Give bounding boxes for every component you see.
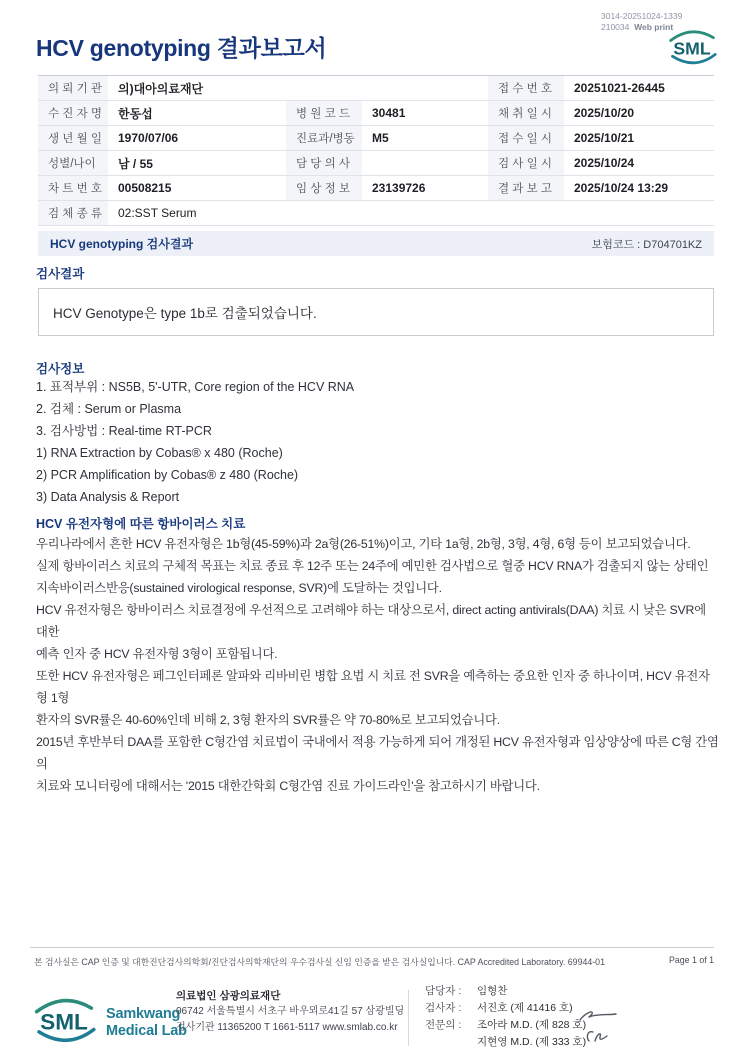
value-result-report: 2025/10/24 13:29 xyxy=(564,176,714,201)
value-hospital-code: 30481 xyxy=(362,101,488,126)
label-department: 진료과/병동 xyxy=(286,126,362,151)
label-birth-date: 생 년 월 일 xyxy=(38,126,108,151)
treatment-paragraph xyxy=(36,533,720,797)
staff-tester-row: 검사자 : 서진호 (제 41416 호) xyxy=(425,1002,573,1014)
certification-text: 본 검사실은 CAP 인증 및 대한진단검사의학회/진단검사의학재단의 우수검사실 신임 인증을 받은 검사실입니다. CAP Accredited Laboratory. 69944-01 xyxy=(34,957,605,967)
treatment-line: 예측 인자 중 HCV 유전자형 3형이 포함됩니다. xyxy=(36,647,278,661)
label-specimen-type: 검 체 종 류 xyxy=(38,201,108,226)
label-requesting-org: 의 뢰 기 관 xyxy=(38,76,108,101)
value-birth-date: 1970/07/06 xyxy=(108,126,286,151)
label-test-date: 검 사 일 시 xyxy=(488,151,564,176)
label-clinical-info: 임 상 정 보 xyxy=(286,176,362,201)
test-info-heading: 검사정보 xyxy=(36,362,85,376)
result-box xyxy=(38,288,714,336)
staff-manager-row: 담당자 : 임형찬 xyxy=(425,985,508,997)
label-patient-name: 수 진 자 명 xyxy=(38,101,108,126)
test-info-line: 2. 검체 : Serum or Plasma xyxy=(36,402,182,416)
value-collection-date: 2025/10/20 xyxy=(564,101,714,126)
doctor1-signature-icon xyxy=(578,1008,618,1029)
value-department: M5 xyxy=(362,126,488,151)
treatment-line: 지속바이러스반응(sustained virological response, SVR)에 도달하는 것입니다. xyxy=(36,581,442,595)
label-collection-date: 채 취 일 시 xyxy=(488,101,564,126)
insurance-code: 보험코드 : D704701KZ xyxy=(591,238,702,251)
treatment-line: 우리나라에서 흔한 HCV 유전자형은 1b형(45-59%)과 2a형(26-51%)이고, 기타 1a형, 2b형, 3형, 4형, 6형 등이 보고되었습니다. xyxy=(36,537,691,551)
footer-logo xyxy=(30,995,187,1050)
table-row xyxy=(38,176,714,201)
label-sex-age: 성별/나이 xyxy=(38,151,108,176)
web-print-label: Web print xyxy=(634,22,674,32)
footer-divider xyxy=(30,947,714,948)
organization-name: 의료법인 삼광의료재단 xyxy=(176,990,281,1002)
print-info-line1: 3014-20251024-1339 xyxy=(601,11,683,21)
value-receipt-no: 20251021-26445 xyxy=(564,76,714,101)
value-sex-age: 남 / 55 xyxy=(108,151,286,176)
value-doctor xyxy=(362,151,488,176)
result-text: HCV Genotype은 type 1b로 검출되었습니다. xyxy=(53,306,317,321)
treatment-heading: HCV 유전자형에 따른 항바이러스 치료 xyxy=(36,517,246,531)
test-info-line: 3. 검사방법 : Real-time RT-PCR xyxy=(36,424,212,438)
value-specimen-type: 02:SST Serum xyxy=(108,201,714,226)
treatment-line: HCV 유전자형은 항바이러스 치료결정에 우선적으로 고려해야 하는 대상으로서, direct acting antivirals(DAA) 치료 시 낮은 SVR에 대한 xyxy=(36,603,706,639)
treatment-line: 치료와 모니터링에 대해서는 '2015 대한간학회 C형간염 진료 가이드라인'을 참고하시기 바랍니다. xyxy=(36,779,540,793)
footer-vertical-divider xyxy=(408,990,409,1046)
print-info-line2: 210034 Web print xyxy=(601,22,674,32)
test-info-line: 3) Data Analysis & Report xyxy=(36,490,180,504)
staff-doctor1-row: 전문의 : 조아라 M.D. (제 828 호) xyxy=(425,1019,587,1031)
label-chart-no: 차 트 번 호 xyxy=(38,176,108,201)
value-clinical-info: 23139726 xyxy=(362,176,488,201)
doctor2-signature-icon xyxy=(585,1028,611,1051)
page-number: Page 1 of 1 xyxy=(669,955,714,965)
label-doctor: 담 당 의 사 xyxy=(286,151,362,176)
section-bar xyxy=(38,231,714,256)
label-result-report: 결 과 보 고 xyxy=(488,176,564,201)
treatment-line: 실제 항바이러스 치료의 구체적 목표는 치료 종료 후 12주 또는 24주에 예민한 검사법으로 혈중 HCV RNA가 검출되지 않는 상태인 xyxy=(36,559,709,573)
patient-info-table xyxy=(38,75,714,226)
result-heading: 검사결과 xyxy=(36,267,85,281)
lab-name: Samkwang Medical Lab xyxy=(106,1005,187,1039)
page-title: HCV genotyping 결과보고서 xyxy=(36,35,327,61)
value-chart-no: 00508215 xyxy=(108,176,286,201)
table-row xyxy=(38,151,714,176)
certification-line xyxy=(34,955,714,968)
test-info-lines xyxy=(36,376,716,508)
table-row xyxy=(38,101,714,126)
section-bar-title: HCV genotyping 검사결과 xyxy=(50,237,194,251)
organization-block xyxy=(176,988,404,1036)
treatment-line: 2015년 후반부터 DAA를 포함한 C형간염 치료법이 국내에서 적용 가능하게 되어 개정된 HCV 유전자형과 임상양상에 따른 C형 간염의 xyxy=(36,735,719,771)
value-patient-name: 한동섭 xyxy=(108,101,286,126)
label-receipt-date: 접 수 일 시 xyxy=(488,126,564,151)
label-receipt-no: 접 수 번 호 xyxy=(488,76,564,101)
staff-doctor2-row: 지현영 M.D. (제 333 호) xyxy=(477,1036,587,1048)
test-info-line: 2) PCR Amplification by Cobas® z 480 (Roche) xyxy=(36,468,299,482)
svg-text:SML: SML xyxy=(673,38,711,59)
test-info-line: 1. 표적부위 : NS5B, 5'-UTR, Core region of the HCV RNA xyxy=(36,380,355,394)
svg-text:SML: SML xyxy=(40,1009,88,1035)
value-receipt-date: 2025/10/21 xyxy=(564,126,714,151)
value-requesting-org: 의)대아의료재단 xyxy=(108,76,488,101)
value-test-date: 2025/10/24 xyxy=(564,151,714,176)
organization-address: 06742 서울특별시 서초구 바우뫼로41길 57 삼광빌딩 xyxy=(176,1006,405,1017)
organization-contact: 검사기관 11365200 T 1661-5117 www.smlab.co.kr xyxy=(176,1022,398,1033)
treatment-line: 또한 HCV 유전자형은 페그인터페론 알파와 리바비린 병합 요법 시 치료 전 SVR을 예측하는 중요한 인자 중 하나이며, HCV 유전자형 1형 xyxy=(36,669,710,705)
table-row xyxy=(38,126,714,151)
treatment-line: 환자의 SVR률은 40-60%인데 비해 2, 3형 환자의 SVR률은 약 70-80%로 보고되었습니다. xyxy=(36,713,500,727)
staff-block xyxy=(425,983,586,1051)
table-row xyxy=(38,76,714,101)
sml-logo-icon xyxy=(666,27,718,72)
table-row xyxy=(38,201,714,226)
test-info-line: 1) RNA Extraction by Cobas® x 480 (Roche) xyxy=(36,446,283,460)
label-hospital-code: 병 원 코 드 xyxy=(286,101,362,126)
sml-logo-icon xyxy=(30,995,98,1050)
